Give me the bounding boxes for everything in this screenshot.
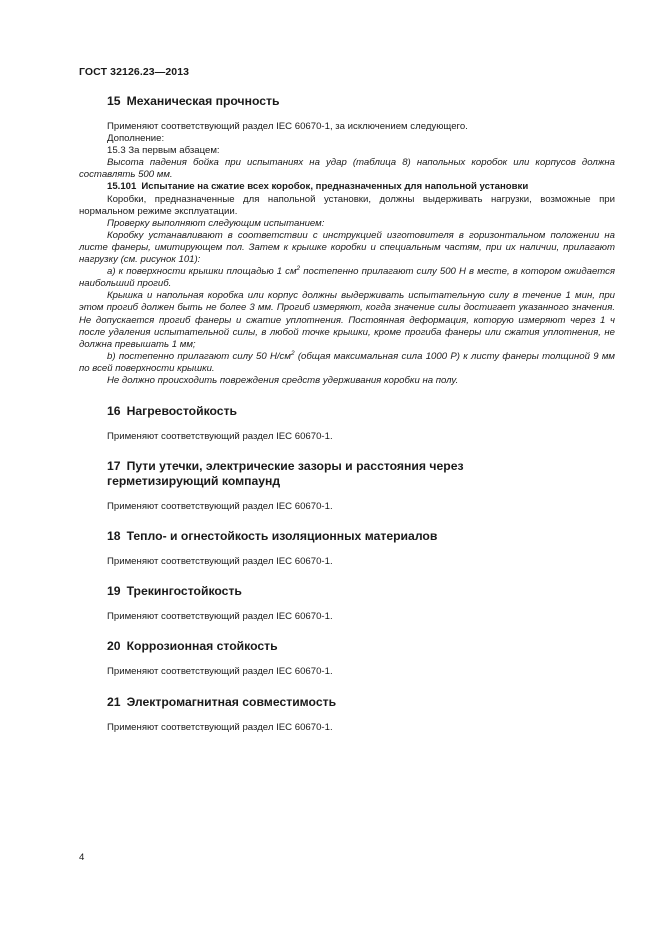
section-title: Электромагнитная совместимость [126,694,337,709]
paragraph: Проверку выполняют следующим испытанием: [107,217,325,229]
list-item-a [79,266,615,290]
paragraph: Высота падения бойка при испытаниях на удар (таблица 8) напольных коробок или корпусов должна составлять 500 мм. [79,157,615,181]
section-20 [79,639,615,678]
paragraph: Применяют соответствующий раздел IEC 60670-1. [107,666,333,678]
page-content [79,94,615,734]
section-17 [79,459,615,513]
section-title: Механическая прочность [126,94,280,108]
section-18 [79,529,615,568]
section-title: Пути утечки, электрические зазоры и расстояния через [126,459,464,474]
section-heading [79,459,615,474]
paragraph: Применяют соответствующий раздел IEC 60670-1. [107,501,333,513]
list-item-text: постепенно прилагают силу 500 Н в месте, в котором ожидается наибольший прогиб. [79,266,615,290]
page-number: 4 [79,852,85,863]
paragraph: Применяют соответствующий раздел IEC 60670-1. [107,611,333,623]
section-title: Нагревостойкость [126,404,238,419]
paragraph: Применяют соответствующий раздел IEC 60670-1. [107,721,333,733]
superscript: 2 [290,349,295,357]
list-item-text: a) к поверхности крышки площадью 1 см [107,266,297,278]
paragraph: Применяют соответствующий раздел IEC 60670-1. [107,556,333,568]
paragraph: Коробку устанавливают в соответствии с инструкцией изготовителя в горизонтальном положении на листе фанеры, имитирующем пол. Затем к крышке коробки и специальным частям, при их наличии, прилагают нагрузку (см. рисунок 101): [79,229,615,266]
list-item-text: (общая максимальная сила 1000 Р) к листу фанеры толщиной 9 мм по всей поверхности крышки. [79,350,615,374]
section-number: 16 [107,404,121,419]
superscript: 2 [296,264,301,272]
section-heading [79,695,615,710]
section-heading [79,94,615,109]
subsection-heading [79,181,615,193]
section-number: 19 [107,584,121,599]
section-heading [79,584,615,599]
section-heading [79,529,615,544]
section-heading-continued: герметизирующий компаунд [107,474,281,489]
section-number: 15 [107,94,121,108]
subsection-title: Испытание на сжатие всех коробок, предназначенных для напольной установки [141,181,529,193]
document-header: ГОСТ 32126.23—2013 [79,66,190,78]
section-number: 20 [107,639,121,654]
section-title: Трекингостойкость [126,584,242,599]
section-number: 18 [107,529,121,544]
section-heading [79,404,615,419]
paragraph: Не должно происходить повреждения средств удерживания коробки на полу. [107,374,459,386]
section-title: Тепло- и огнестойкость изоляционных материалов [126,529,438,544]
paragraph: Дополнение: [107,133,165,145]
subsection-number: 15.101 [107,181,137,193]
section-heading [79,639,615,654]
list-item-b [79,351,615,375]
list-item-text: b) постепенно прилагают силу 50 Н/см [107,350,291,362]
section-21 [79,695,615,734]
section-number: 17 [107,459,121,474]
paragraph: Коробки, предназначенные для напольной установки, должны выдерживать нагрузки, возможные при нормальном режиме эксплуатации. [79,193,615,217]
paragraph: 15.3 За первым абзацем: [107,145,220,157]
section-16 [79,404,615,443]
section-19 [79,584,615,623]
section-title: Коррозионная стойкость [126,639,278,654]
paragraph: Крышка и напольная коробка или корпус должны выдерживать испытательную силу в течение 1 мин, при этом прогиб должен быть не более 3 мм. Прогиб измеряют, когда значение силы достигает указанного значения. Не допускается прогиб фанеры и сжатие уплотнения. Постоянная деформация, которую измеряют через 1 ч после удаления испытательной силы, в любой точке крышки, кроме прогиба фанеры или сжатия уплотнения, не должна превышать 1 мм; [79,290,615,350]
paragraph: Применяют соответствующий раздел IEC 60670-1, за исключением следующего. [107,121,468,132]
paragraph: Применяют соответствующий раздел IEC 60670-1. [107,431,333,443]
section-15 [79,94,615,387]
section-number: 21 [107,694,121,709]
